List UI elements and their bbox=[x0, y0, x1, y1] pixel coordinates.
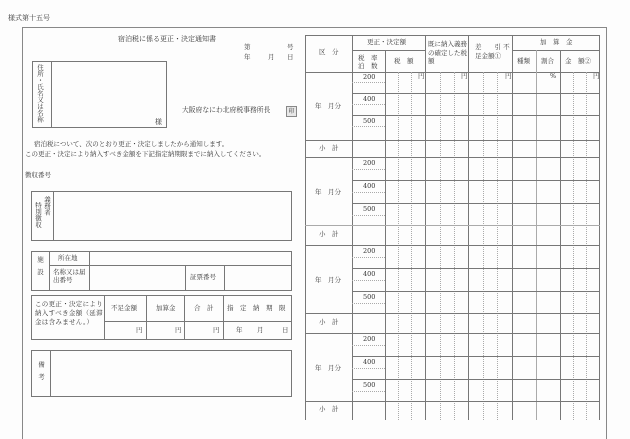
unit-yen-surcharge: 円 bbox=[593, 72, 600, 80]
seal-icon: 印 bbox=[286, 106, 297, 117]
special-collector-input[interactable] bbox=[55, 193, 291, 239]
unit-yen-paid: 円 bbox=[461, 72, 468, 80]
unit-yen-tax: 円 bbox=[418, 72, 425, 80]
notice-title: 宿泊税に係る更正・決定通知書 bbox=[118, 35, 216, 43]
header-surcharge: 加算金 bbox=[156, 304, 176, 312]
address-label: 住所・氏名又は名称 bbox=[36, 64, 44, 123]
rate-200: 200 bbox=[363, 335, 376, 343]
subtotal-label: 小 計 bbox=[319, 144, 339, 152]
body-line-1: 宿泊税について、次のとおり更正・決定しましたから通知します。 bbox=[34, 140, 229, 148]
payment-description: この更正・決定により納入すべき金額（延滞金は含みません。） bbox=[35, 300, 103, 326]
date-year: 年 bbox=[244, 53, 251, 61]
payment-box bbox=[31, 295, 292, 340]
form-number: 様式第十五号 bbox=[8, 14, 50, 22]
address-input[interactable] bbox=[53, 64, 163, 116]
header-category: 区 分 bbox=[319, 48, 339, 56]
rate-200: 200 bbox=[363, 73, 376, 81]
period-label: 年 月分 bbox=[315, 364, 341, 372]
due-month: 月 bbox=[257, 326, 264, 334]
remarks-box bbox=[31, 350, 292, 397]
header-rate-nights: 税 率 泊 数 bbox=[358, 54, 378, 70]
facility-name-label: 名称又は届出番号 bbox=[53, 268, 86, 284]
rate-400: 400 bbox=[363, 95, 376, 103]
unit-percent: % bbox=[550, 72, 557, 80]
header-revised-amount: 更正・決定額 bbox=[367, 38, 406, 46]
location-label: 所在地 bbox=[58, 254, 78, 262]
tax-detail-table bbox=[305, 35, 600, 420]
rate-200: 200 bbox=[363, 159, 376, 167]
header-due-date: 指 定 納 期 限 bbox=[227, 304, 286, 312]
remarks-label: 備考 bbox=[37, 361, 45, 386]
subtotal-label: 小 計 bbox=[319, 405, 339, 413]
subtotal-label: 小 計 bbox=[319, 318, 339, 326]
unit-yen-deficit: 円 bbox=[136, 326, 143, 334]
unit-yen-surcharge: 円 bbox=[175, 326, 182, 334]
header-tax-amount: 税 額 bbox=[394, 57, 414, 65]
header-surcharge-type: 種類 bbox=[517, 57, 530, 65]
due-day: 日 bbox=[282, 326, 289, 334]
header-surcharge-rate: 割合 bbox=[541, 57, 554, 65]
subtotal-label: 小 計 bbox=[319, 230, 339, 238]
rate-500: 500 bbox=[363, 381, 376, 389]
honorific: 様 bbox=[155, 118, 162, 126]
header-total: 合 計 bbox=[194, 304, 214, 312]
rate-400: 400 bbox=[363, 182, 376, 190]
header-surcharge-amount: 金 額② bbox=[565, 57, 591, 65]
period-label: 年 月分 bbox=[315, 188, 341, 196]
address-box bbox=[32, 61, 167, 128]
unit-yen-deficit: 円 bbox=[505, 72, 512, 80]
header-surcharge: 加 算 金 bbox=[540, 38, 573, 46]
header-deficit: 差 引 不足金額① bbox=[475, 43, 510, 60]
date-month: 月 bbox=[268, 53, 275, 61]
rate-500: 500 bbox=[363, 205, 376, 213]
period-label: 年 月分 bbox=[315, 102, 341, 110]
special-collector-box bbox=[31, 191, 292, 241]
number-suffix: 号 bbox=[287, 43, 294, 51]
number-prefix: 第 bbox=[244, 43, 251, 51]
date-day: 日 bbox=[287, 53, 294, 61]
facility-box bbox=[31, 251, 292, 291]
special-collector-label-outer: 特別徴収 bbox=[34, 202, 42, 228]
remarks-input[interactable] bbox=[52, 352, 290, 395]
rate-400: 400 bbox=[363, 358, 376, 366]
certificate-input[interactable] bbox=[226, 267, 289, 289]
collection-number-label: 徴収番号 bbox=[25, 171, 51, 179]
period-label: 年 月分 bbox=[315, 276, 341, 284]
certificate-label: 証票番号 bbox=[190, 273, 216, 281]
rate-200: 200 bbox=[363, 247, 376, 255]
rate-400: 400 bbox=[363, 270, 376, 278]
issuer-name: 大阪府なにわ北府税事務所長 bbox=[182, 106, 271, 114]
unit-yen-total: 円 bbox=[213, 326, 220, 334]
location-input[interactable] bbox=[91, 253, 289, 264]
due-year: 年 bbox=[236, 326, 243, 334]
body-line-2: この更正・決定により納入すべき金額を下記指定納期限までに納入してください。 bbox=[25, 150, 266, 158]
facility-name-input[interactable] bbox=[91, 267, 184, 289]
header-deficit: 不足金額 bbox=[111, 304, 137, 312]
rate-500: 500 bbox=[363, 293, 376, 301]
rate-500: 500 bbox=[363, 117, 376, 125]
special-collector-label-inner: 義務者 bbox=[43, 196, 51, 216]
header-already-paid: 既に納入義務の確定した税額 bbox=[428, 40, 467, 65]
facility-label: 施設 bbox=[36, 256, 44, 281]
